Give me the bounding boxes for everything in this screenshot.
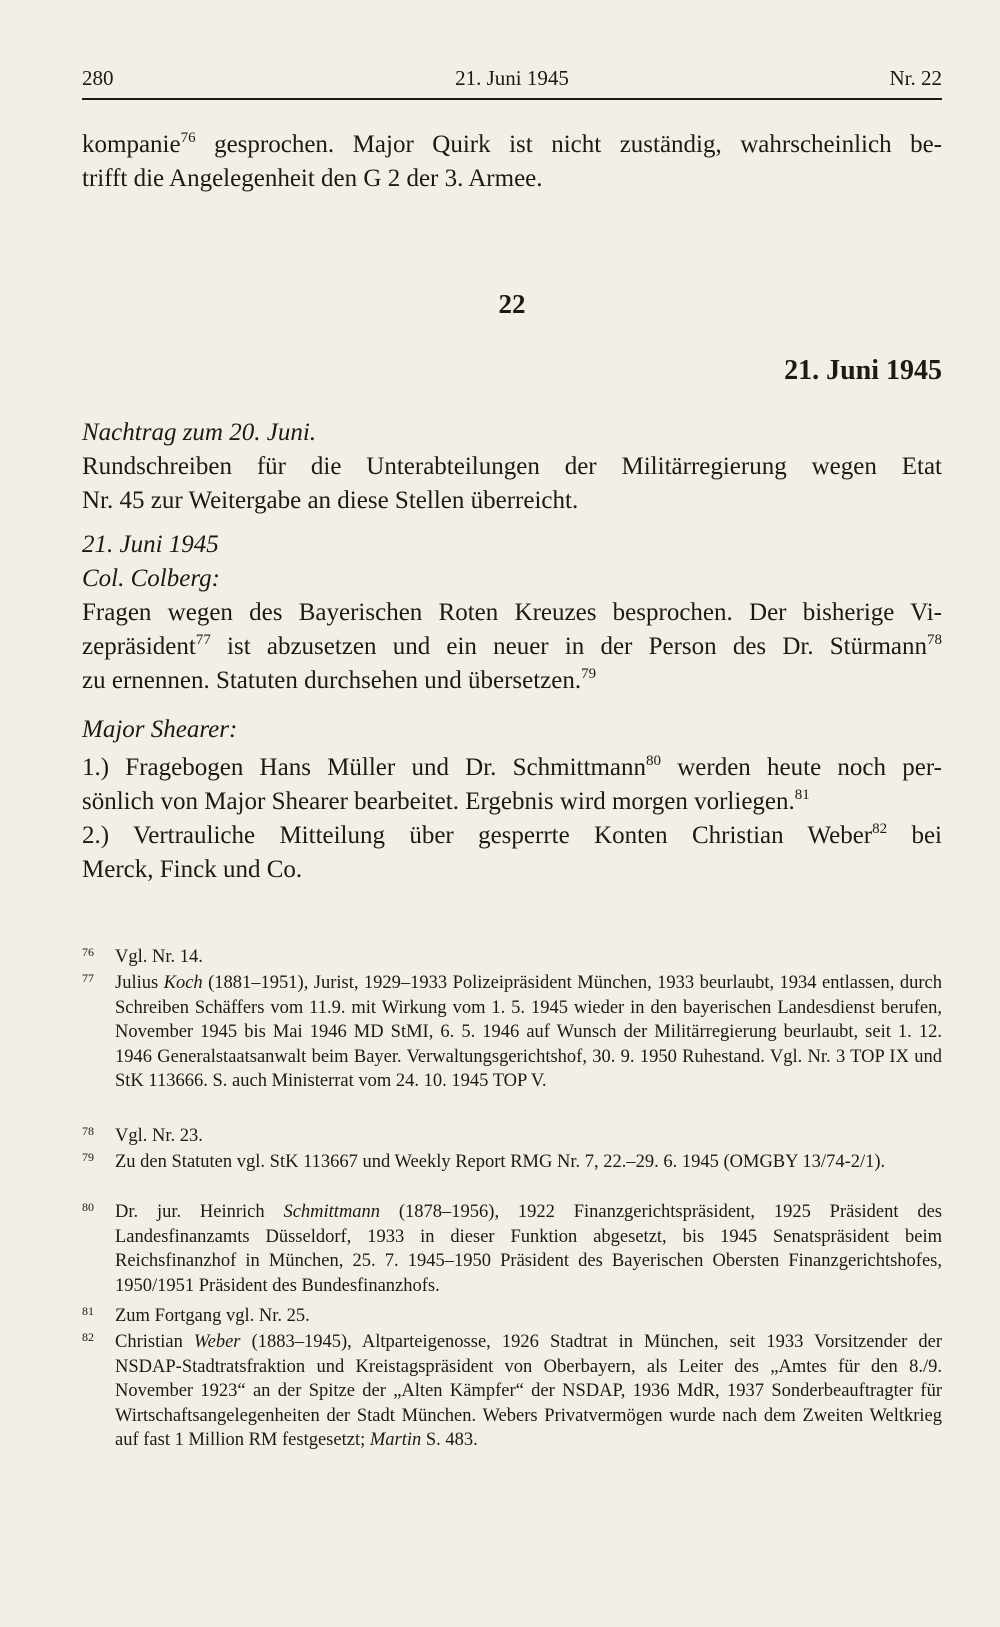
footnote-text: Julius Koch (1881–1951), Jurist, 1929–1933 Polizeipräsident München, 1933 beurlaubt, 1934 entlassen, durch Schreiben Schäffers vom 11.9. mit Wirkung vom 1. 5. 1945 wieder in den bayerischen Landesdienst berufen, November 1945 bis Mai 1946 MD StMI, 6. 5. 1946 auf Wunsch der Militärregierung beurlaubt, seit 1. 12. 1946 Generalstaatsanwalt beim Bayer. Verwaltungsgerichtshof, 30. 9. 1950 Ruhestand. Vgl. Nr. 3 TOP IX und StK 113666. S. auch Ministerrat vom 24. 10. 1945 TOP V. bbox=[115, 973, 942, 1091]
footnote-number: 80 bbox=[82, 1200, 94, 1214]
speaker-colberg: Col. Colberg: bbox=[82, 565, 220, 592]
footnote-text: Vgl. Nr. 14. bbox=[115, 947, 203, 967]
footnote-number: 82 bbox=[82, 1330, 94, 1344]
footnote-number: 78 bbox=[82, 1124, 94, 1138]
header-date: 21. Juni 1945 bbox=[455, 66, 569, 90]
entry-section bbox=[82, 528, 942, 698]
footnote-ref: 82 bbox=[872, 820, 888, 837]
shearer-section bbox=[82, 713, 942, 887]
footnote-ref: 80 bbox=[646, 752, 661, 769]
footnote-text: Zum Fortgang vgl. Nr. 25. bbox=[115, 1306, 310, 1326]
continuation-paragraph bbox=[82, 128, 942, 196]
document-date: 21. Juni 1945 bbox=[784, 355, 942, 386]
header-doc-number: Nr. 22 bbox=[889, 66, 942, 90]
text-line: Nr. 45 zur Weitergabe an diese Stellen überreicht. bbox=[82, 487, 579, 514]
document-number: 22 bbox=[498, 289, 526, 319]
footnote bbox=[82, 1150, 942, 1175]
footnote-ref: 77 bbox=[195, 631, 211, 648]
running-header bbox=[82, 66, 942, 96]
footnote-number: 81 bbox=[82, 1304, 94, 1318]
text-line: 1.) Fragebogen Hans Müller und Dr. Schmittmann$^{80}$ werden heute noch per- bbox=[82, 752, 942, 781]
text-line: zepräsident$^{77}$ ist abzusetzen und ein neuer in der Person des Dr. Stürmann$^{78}$ bbox=[82, 631, 942, 660]
footnote-number: 79 bbox=[82, 1150, 94, 1164]
footnote bbox=[82, 971, 942, 1094]
footnote-ref: 81 bbox=[794, 786, 810, 803]
text-line: 2.) Vertrauliche Mitteilung über gesperrte Konten Christian Weber$^{82}$ bei bbox=[82, 820, 942, 849]
footnote-text: Christian Weber (1883–1945), Altparteigenosse, 1926 Stadtrat in München, seit 1933 Vorsitzender der NSDAP-Stadtratsfraktion und Kreistagspräsident von Oberbayern, als Leiter des „Amtes für den 8./9. November 1923“ an der Spitze der „Alten Kämpfer“ der NSDAP, 1936 MdR, 1937 Sonderbeauftragter für Wirtschaftsangelegenheiten der Stadt München. Webers Privatvermögen wurde nach dem Zweiten Weltkrieg auf fast 1 Million RM festgesetzt; Martin S. 483. bbox=[115, 1332, 942, 1450]
text-line: sönlich von Major Shearer bearbeitet. Ergebnis wird morgen vorliegen.$^{81}$ bbox=[82, 786, 810, 815]
footnote-ref: 76 bbox=[180, 129, 196, 146]
footnote-ref: 78 bbox=[927, 631, 942, 648]
footnote bbox=[82, 1124, 942, 1149]
footnote bbox=[82, 1330, 942, 1453]
text-line: kompanie$^{76}$ gesprochen. Major Quirk ist nicht zuständig, wahrscheinlich be- bbox=[82, 129, 942, 158]
footnote-number: 76 bbox=[82, 945, 94, 959]
text-line: Rundschreiben für die Unterabteilungen der Militärregierung wegen Etat bbox=[82, 453, 942, 480]
speaker-shearer: Major Shearer: bbox=[82, 716, 238, 743]
footnote-ref: 79 bbox=[581, 665, 597, 682]
footnote bbox=[82, 1304, 942, 1329]
entry-date: 21. Juni 1945 bbox=[82, 531, 219, 558]
header-rule bbox=[82, 98, 942, 100]
page-number: 280 bbox=[82, 66, 114, 90]
footnote-text: Dr. jur. Heinrich Schmittmann (1878–1956), 1922 Finanzgerichtspräsident, 1925 Präsident des Landesfinanzamts Düsseldorf, 1933 in dieser Funktion abgesetzt, bis 1945 Senatspräsident beim Reichsfinanzhof in München, 25. 7. 1945–1950 Präsident des Bayerischen Obersten Finanzgerichtshofes, 1950/1951 Präsident des Bundesfinanzhofs. bbox=[115, 1202, 942, 1296]
text-line: Fragen wegen des Bayerischen Roten Kreuzes besprochen. Der bisherige Vi- bbox=[82, 599, 942, 626]
footnote-text: Zu den Statuten vgl. StK 113667 und Weekly Report RMG Nr. 7, 22.–29. 6. 1945 (OMGBY 13/74-2/1). bbox=[115, 1152, 886, 1172]
footnote bbox=[82, 1200, 942, 1298]
nachtrag-section bbox=[82, 416, 942, 518]
text-line: trifft die Angelegenheit den G 2 der 3. Armee. bbox=[82, 165, 543, 192]
footnote bbox=[82, 945, 942, 970]
nachtrag-heading: Nachtrag zum 20. Juni. bbox=[82, 419, 317, 446]
footnote-number: 77 bbox=[82, 971, 94, 985]
footnote-text: Vgl. Nr. 23. bbox=[115, 1126, 203, 1146]
text-line: Merck, Finck und Co. bbox=[82, 856, 303, 883]
text-line: zu ernennen. Statuten durchsehen und übersetzen.$^{79}$ bbox=[82, 665, 597, 694]
